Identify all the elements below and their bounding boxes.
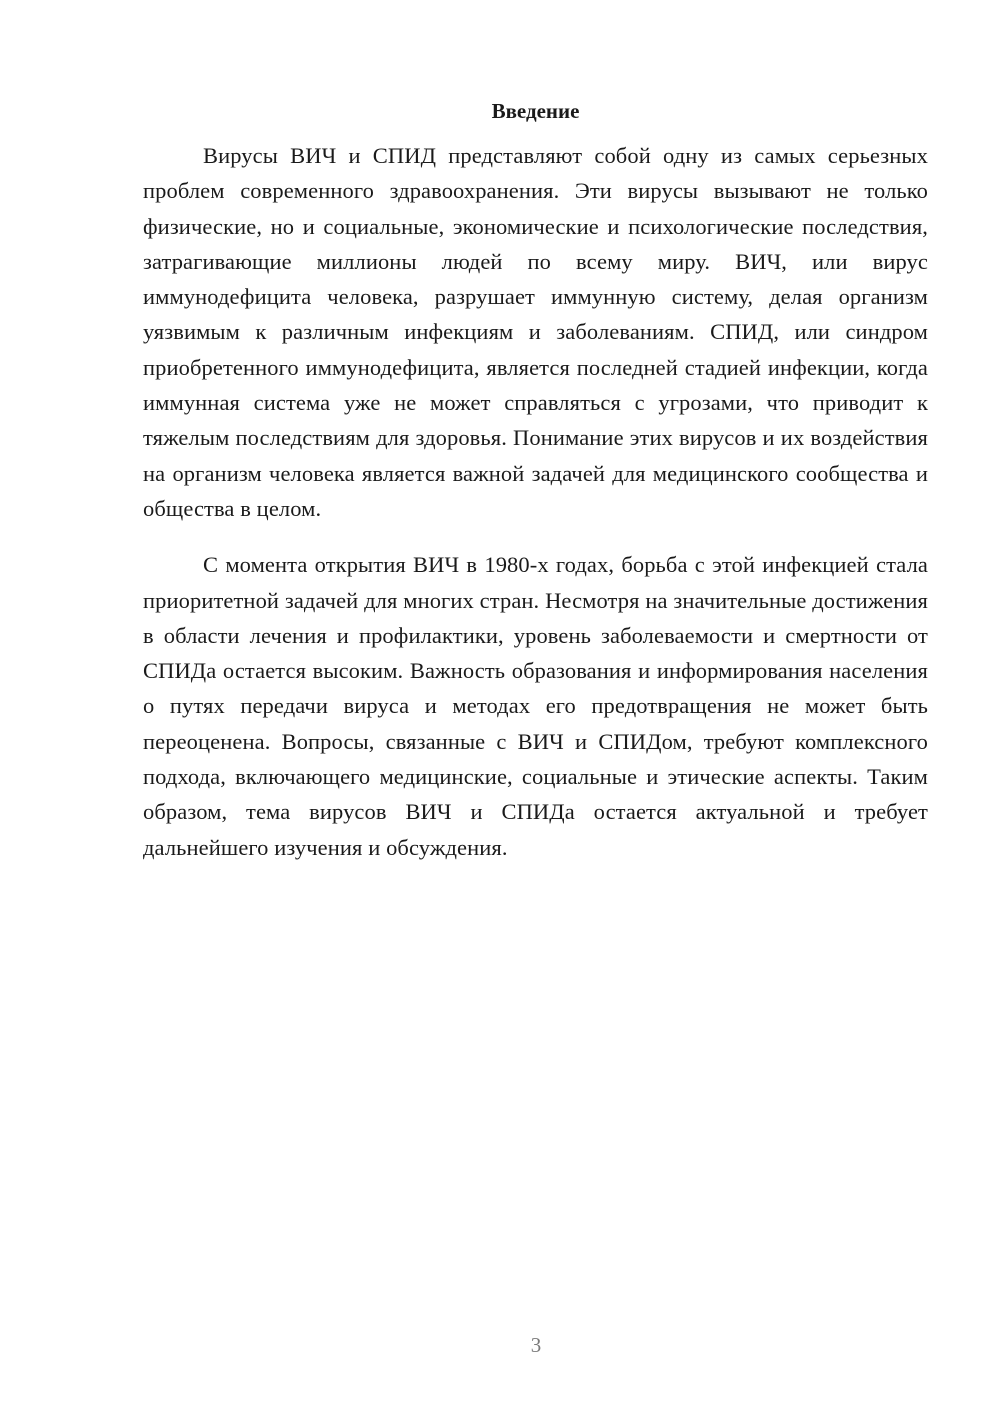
page-content xyxy=(143,96,928,865)
section-title: Введение xyxy=(491,99,580,123)
page-number: 3 xyxy=(530,1333,542,1357)
paragraph-1: Вирусы ВИЧ и СПИД представляют собой одну из самых серьезных проблем современного здравоохранения. Эти вирусы вызывают не только физические, но и социальные, экономические и психологические последствия, затрагивающие миллионы людей по всему миру. ВИЧ, или вирус иммунодефицита человека, разрушает иммунную систему, делая организм уязвимым к различным инфекциям и заболеваниям. СПИД, или синдром приобретенного иммунодефицита, является последней стадией инфекции, когда иммунная система уже не может справляться с угрозами, что приводит к тяжелым последствиям для здоровья. Понимание этих вирусов и их воздействия на организм человека является важной задачей для медицинского сообщества и общества в целом. xyxy=(143,143,928,521)
paragraph-2: С момента открытия ВИЧ в 1980-х годах, борьба с этой инфекцией стала приоритетной задачей для многих стран. Несмотря на значительные достижения в области лечения и профилактики, уровень заболеваемости и смертности от СПИДа остается высоким. Важность образования и информирования населения о путях передачи вируса и методах его предотвращения не может быть переоценена. Вопросы, связанные с ВИЧ и СПИДом, требуют комплексного подхода, включающего медицинские, социальные и этические аспекты. Таким образом, тема вирусов ВИЧ и СПИДа остается актуальной и требует дальнейшего изучения и обсуждения. xyxy=(143,552,928,860)
